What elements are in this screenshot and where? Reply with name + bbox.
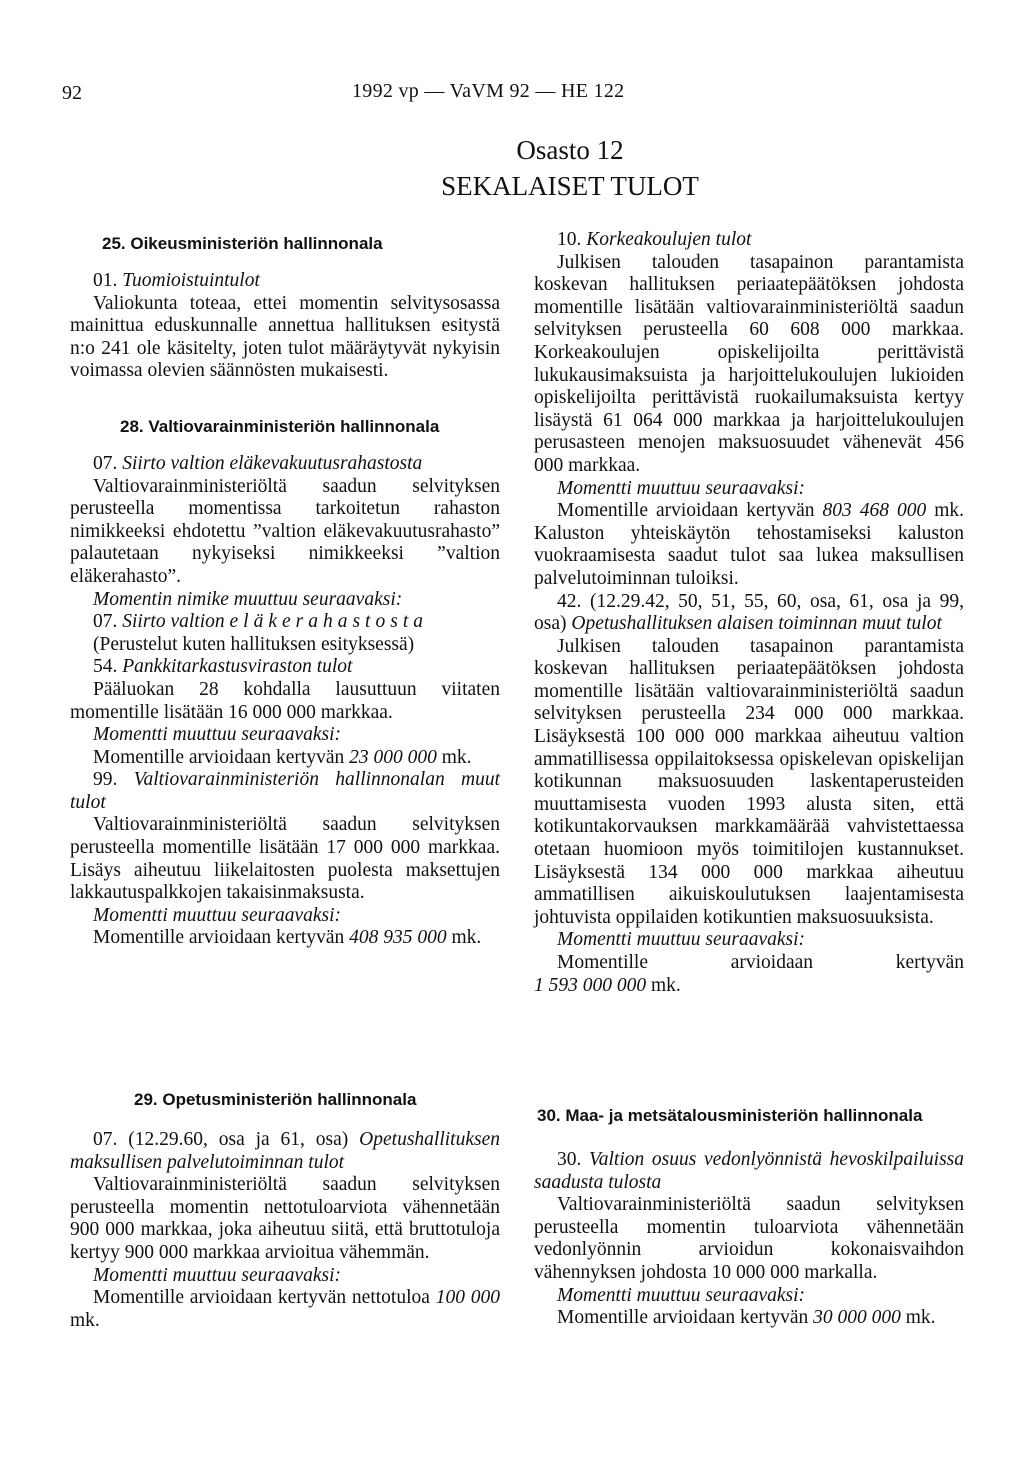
estimate-30 — [534, 1307, 964, 1330]
new-name — [70, 611, 500, 634]
item-number: 42. (12.29.42, 50, 51, 55, 60, osa, 61, osa ja 99, osa) — [534, 590, 964, 635]
item-54-title — [70, 656, 500, 679]
item-30-title — [534, 1149, 964, 1194]
change-label: Momentti muuttuu seuraavaksi: — [93, 1264, 342, 1286]
estimate-suffix: mk. Kaluston yhteiskäytön tehostamiseksi kaluston vuokraamisesta saadut tulot saa lukea maksullisen palvelutoiminnan tuloiksi. — [534, 500, 965, 589]
estimate-suffix: mk. — [436, 746, 472, 768]
estimate-suffix: mk. — [70, 1309, 100, 1331]
change-label: Momentti muuttuu seuraavaksi: — [557, 929, 806, 951]
estimate-prefix: Momentille arvioidaan kertyvän — [93, 927, 350, 949]
estimate-10 — [534, 500, 964, 590]
section-subtitle: SEKALAISET TULOT — [441, 171, 699, 201]
estimate-amount: 100 000 — [435, 1287, 501, 1309]
heading-28: 28. Valtiovarainministeriön hallinnonala — [120, 416, 440, 436]
estimate-42-amount-line — [534, 975, 964, 998]
name-change-label: Momentin nimike muuttuu seuraavaksi: — [93, 588, 403, 610]
item-number: 07. — [93, 611, 123, 633]
estimate-suffix: mk. — [900, 1307, 936, 1329]
estimate-99 — [70, 927, 500, 950]
estimate-prefix: Momentille arvioidaan kertyvän — [93, 746, 350, 768]
estimate-amount: 408 935 000 — [349, 927, 447, 949]
page-number: 92 — [62, 82, 82, 104]
item-07-title — [70, 1129, 500, 1174]
estimate-54 — [70, 747, 500, 770]
estimate-prefix: Momentille arvioidaan kertyvän — [557, 500, 823, 522]
heading-30: 30. Maa- ja metsätalousministeriön hallinnonala — [537, 1106, 923, 1125]
item-title: Valtiovarainministeriön hallinnonalan muut tulot — [70, 769, 501, 813]
item-42-text: Julkisen talouden tasapainon parantamista koskevan hallituksen periaatepäätöksen johdosta momentille lisätään valtiovarainministeriöltä saadun selvityksen perusteella 234 000 000 markkaa. Lisäyksestä 100 000 000 markkaa aiheutuu valtion ammatillisessa oppilaitoksessa opiskelevan opiskelijan kotikunnan maksuosuuden laskentaperusteiden muuttamisesta vuoden 1993 alusta siten, että kotikuntakorvauksen markkamäärää vahvistettaessa otetaan huomioon myös toimitilojen kustannukset. Lisäyksestä 134 000 000 markkaa aiheutuu ammatillisen aikuiskoulutuksen laajentamisesta johtuvista oppilaiden kotikuntien maksuosuuksista. — [534, 635, 964, 928]
item-54-text: Pääluokan 28 kohdalla lausuttuun viitaten momentille lisätään 16 000 000 markkaa. — [70, 678, 500, 723]
item-title: Pankkitarkastusviraston tulot — [122, 656, 353, 678]
estimate-42-prefix: Momentille arvioidaan kertyvän — [557, 952, 964, 973]
item-10-text: Julkisen talouden tasapainon parantamista koskevan hallituksen periaatepäätöksen johdosta momentille lisätään valtiovarainministeriöltä saadun selvityksen perusteella 60 608 000 markkaa. Korkeakoulujen opiskelijoilta perittävistä lukukausimaksuista ja harjoittelukoulujen lukioiden opiskelijoilta perittävistä ruokailumaksuista kertyy lisäystä 61 064 000 markkaa ja harjoittelukoulujen perusasteen menojen maksuosuudet vähenevät 456 000 markkaa. — [534, 251, 964, 476]
left-column-lower — [70, 1089, 500, 1332]
item-01-title — [70, 270, 500, 293]
item-title: Opetushallituksen alaisen toiminnan muut tulot — [571, 613, 942, 635]
item-number: 30. — [557, 1149, 590, 1170]
item-title: Siirto valtion eläkevakuutusrahastosta — [122, 452, 423, 474]
item-30-text: Valtiovarainministeriöltä saadun selvityksen perusteella momentin tuloarviota vähennetään vedonlyönnin arvioidun kokonaisvaihdon vähennyksen johdosta 10 000 000 markalla. — [534, 1194, 964, 1283]
item-number: 54. — [93, 656, 123, 678]
item-number: 10. — [557, 229, 587, 250]
estimate-amount: 30 000 000 — [813, 1307, 901, 1329]
item-number: 07. (12.29.60, osa ja 61, osa) — [93, 1129, 360, 1150]
estimate-prefix: Momentille arvioidaan kertyvän nettotuloa — [93, 1287, 436, 1309]
new-name-b: eläkerahastosta — [229, 611, 428, 633]
estimate-prefix: Momentille arvioidaan kertyvän — [557, 1307, 814, 1329]
item-title: Valtion osuus vedonlyönnistä hevoskilpailuissa saadusta tulosta — [534, 1149, 964, 1193]
right-column-upper — [534, 229, 964, 997]
item-number: 01. — [93, 270, 123, 291]
heading-29: 29. Opetusministeriön hallinnonala — [134, 1090, 417, 1109]
new-name-a: Siirto valtion — [122, 611, 230, 633]
estimate-amount: 1 593 000 000 — [534, 974, 647, 996]
section-title: Osasto 12 — [516, 135, 624, 165]
right-column-lower — [534, 1105, 964, 1330]
item-99-title — [70, 769, 500, 814]
item-01-text: Valiokunta toteaa, ettei momentin selvitysosassa mainittua eduskunnalle annettua hallituksen esitystä n:o 241 ole käsitelty, joten tulot määräytyvät nykyisin voimassa olevien säännösten mukaisesti. — [70, 292, 500, 382]
change-label: Momentti muuttuu seuraavaksi: — [93, 904, 342, 926]
estimate-amount: 803 468 000 — [822, 500, 927, 522]
change-label: Momentti muuttuu seuraavaksi: — [557, 477, 806, 499]
item-title: Tuomioistuintulot — [122, 270, 260, 291]
heading-25: 25. Oikeusministeriön hallinnonala — [102, 234, 383, 253]
item-number: 07. — [93, 452, 123, 474]
item-42-title — [534, 591, 964, 636]
item-07-title — [70, 453, 500, 476]
item-title: Korkeakoulujen tulot — [586, 229, 752, 250]
item-07-text: Valtiovarainministeriöltä saadun selvityksen perusteella momentissa tarkoitetun rahaston nimikkeeksi ehdotettu ”valtion eläkevakuutusrahasto” palautetaan nykyiseksi nimikkeeksi ”valtion eläkerahasto”. — [70, 475, 500, 587]
estimate-suffix: mk. — [646, 974, 681, 996]
item-99-text: Valtiovarainministeriöltä saadun selvityksen perusteella momentille lisätään 17 000 000 markkaa. Lisäys aiheutuu liikelaitosten puolesta maksettujen lakkautuspalkkojen takaisinmaksusta. — [70, 814, 500, 904]
item-10-title — [534, 229, 964, 252]
change-label: Momentti muuttuu seuraavaksi: — [557, 1284, 806, 1306]
change-label: Momentti muuttuu seuraavaksi: — [93, 724, 342, 746]
reasons-note: (Perustelut kuten hallituksen esityksessä) — [93, 633, 415, 655]
item-title: Opetushallituksen maksullisen palvelutoiminnan tulot — [70, 1129, 500, 1173]
estimate-suffix: mk. — [446, 927, 482, 949]
estimate-amount: 23 000 000 — [349, 746, 437, 768]
item-number: 99. — [93, 769, 134, 791]
running-head: 1992 vp — VaVM 92 — HE 122 — [352, 80, 625, 102]
left-column-upper — [70, 233, 500, 950]
item-07-text: Valtiovarainministeriöltä saadun selvityksen perusteella momentin nettotuloarviota vähennetään 900 000 markkaa, joka aiheutuu siitä, että bruttotuloja kertyy 900 000 markkaa arvioitua vähemmän. — [70, 1174, 500, 1263]
estimate-29 — [70, 1287, 500, 1332]
